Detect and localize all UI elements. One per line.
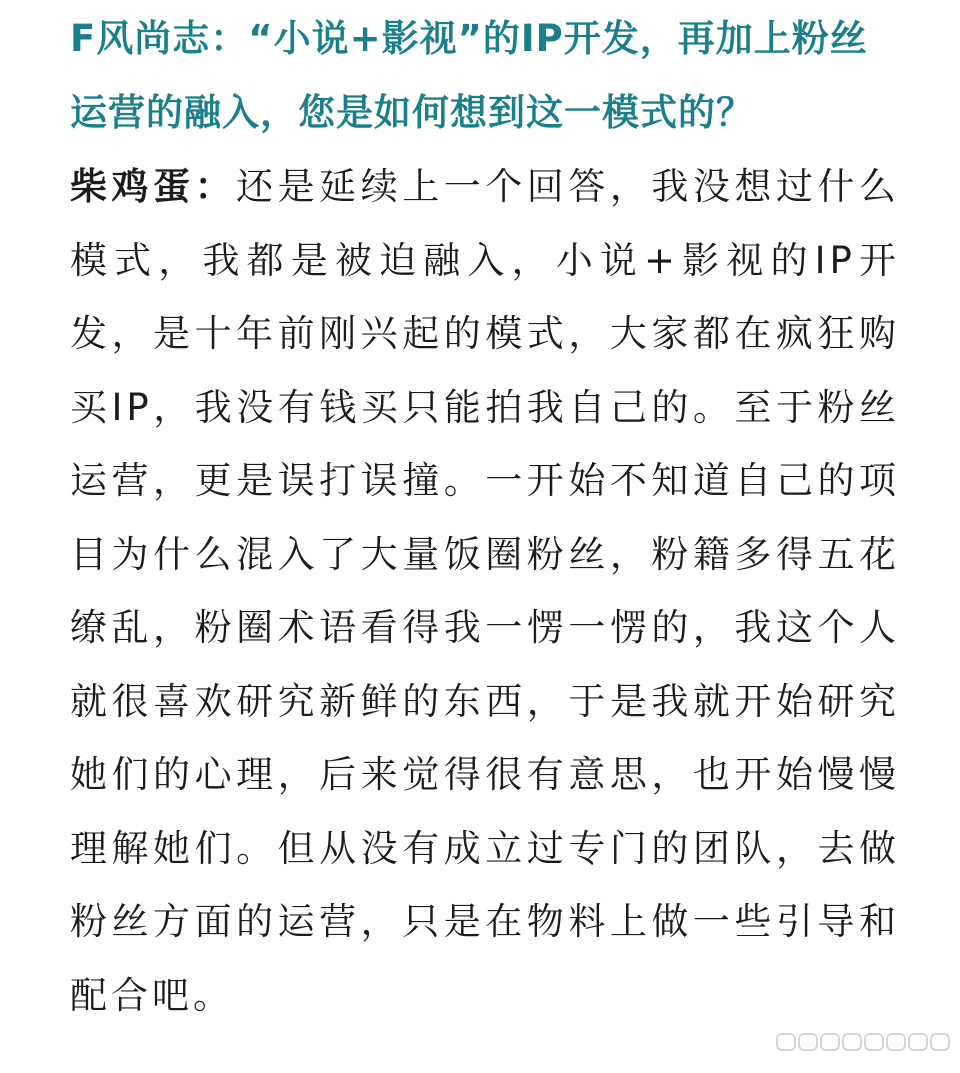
watermark-glyph-icon: [864, 1033, 884, 1051]
watermark-glyph-icon: [820, 1033, 840, 1051]
watermark-glyph-icon: [908, 1033, 928, 1051]
interview-answer: [70, 150, 900, 1032]
watermark-glyph-icon: [930, 1033, 950, 1051]
answer-speaker: 柴鸡蛋：: [70, 165, 237, 208]
interview-article: [70, 0, 900, 1032]
watermark-glyph-icon: [798, 1033, 818, 1051]
answer-text: 还是延续上一个回答，我没想过什么模式，我都是被迫融入，小说+影视的IP开发，是十年前刚兴起的模式，大家都在疯狂购买IP，我没有钱买只能拍我自己的。至于粉丝运营，更是误打误撞。一开始不知道自己的项目为什么混入了大量饭圈粉丝，粉籍多得五花缭乱，粉圈术语看得我一愣一愣的，我这个人就很喜欢研究新鲜的东西，于是我就开始研究她们的心理，后来觉得很有意思，也开始慢慢理解她们。但从没有成立过专门的团队，去做粉丝方面的运营，只是在物料上做一些引导和配合吧。: [70, 165, 901, 1017]
watermark-glyph-icon: [776, 1033, 796, 1051]
watermark-glyph-icon: [842, 1033, 862, 1051]
question-text: F风尚志：“小说+影视”的IP开发，再加上粉丝运营的融入，您是如何想到这一模式的？: [70, 17, 868, 134]
watermark: [776, 1033, 950, 1051]
watermark-glyph-icon: [886, 1033, 906, 1051]
interview-question: [70, 0, 900, 150]
